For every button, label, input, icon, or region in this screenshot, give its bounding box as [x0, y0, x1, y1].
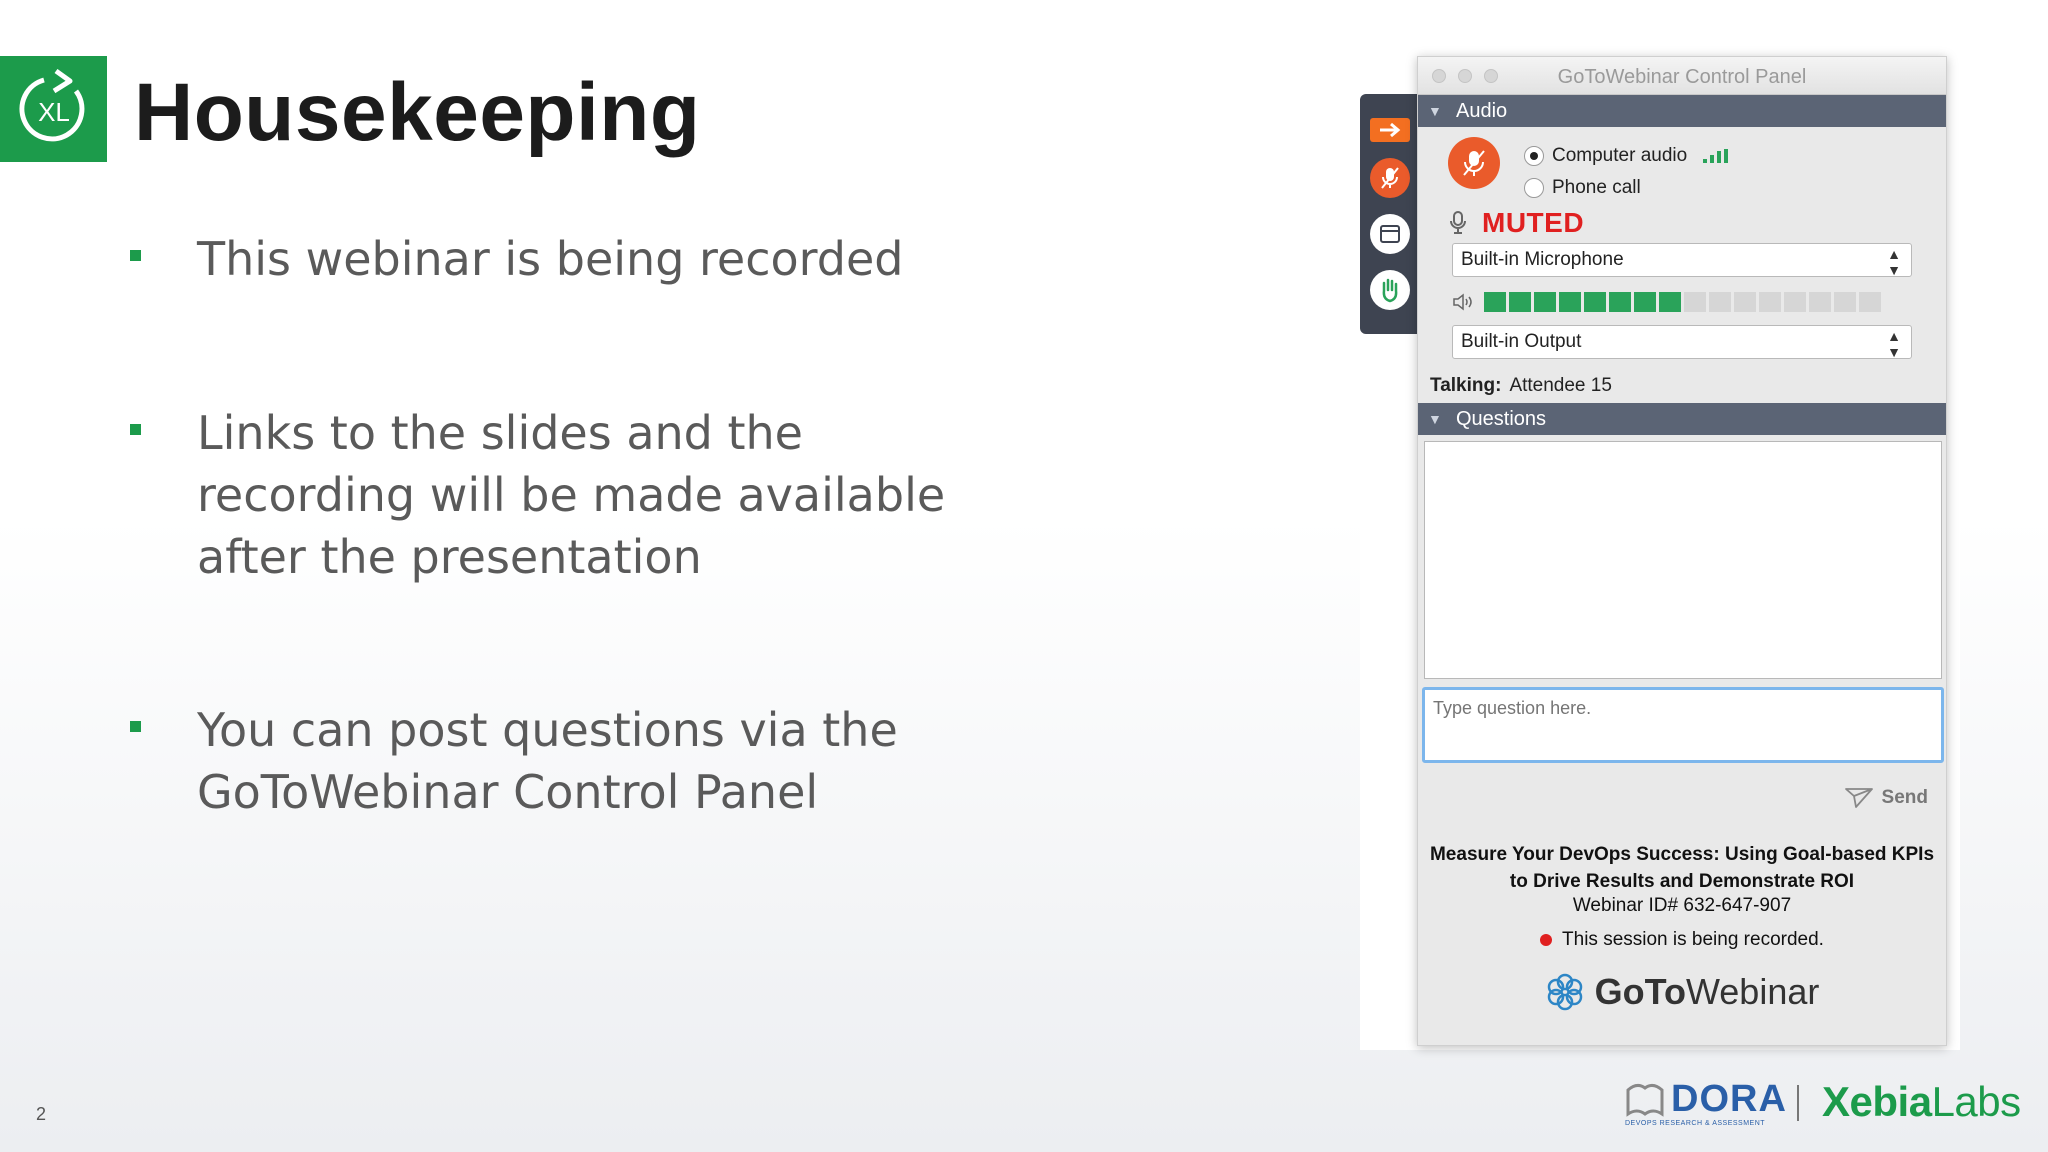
- arrow-right-icon[interactable]: [1370, 118, 1410, 142]
- computer-audio-radio[interactable]: [1524, 146, 1544, 166]
- level-meter-segment: [1809, 292, 1831, 312]
- page-number: 2: [36, 1104, 47, 1124]
- screen-icon[interactable]: [1370, 214, 1410, 254]
- gotowebinar-wordmark: GoToWebinar: [1594, 971, 1820, 1012]
- dora-logo: [1625, 1078, 1787, 1127]
- bullet-text: This webinar is being recorded: [197, 232, 904, 286]
- mute-status: [1448, 207, 1584, 239]
- raise-hand-icon[interactable]: [1370, 270, 1410, 310]
- questions-section-header[interactable]: [1418, 403, 1946, 435]
- computer-audio-option[interactable]: [1524, 145, 1728, 167]
- recording-notice: [1418, 929, 1946, 951]
- dora-book-icon: [1625, 1080, 1665, 1118]
- level-meter-segment: [1609, 292, 1631, 312]
- window-titlebar: [1418, 57, 1946, 95]
- dora-wordmark: DORA: [1671, 1078, 1787, 1120]
- level-meter-segment: [1734, 292, 1756, 312]
- logo-divider: [1797, 1085, 1799, 1121]
- send-label: Send: [1881, 787, 1928, 808]
- microphone-muted-icon: [1461, 148, 1487, 178]
- level-meter-segment: [1484, 292, 1506, 312]
- talking-label: Talking:: [1430, 375, 1502, 396]
- level-meter-segment: [1659, 292, 1681, 312]
- control-panel-window: [1417, 56, 1947, 1046]
- level-meter-segment: [1509, 292, 1531, 312]
- control-sidebar: [1360, 94, 1420, 334]
- xebialabs-logo: XebiaLabs: [1822, 1078, 2021, 1125]
- questions-section-label: Questions: [1456, 408, 1547, 430]
- muted-label: MUTED: [1482, 207, 1585, 238]
- phone-call-radio[interactable]: [1524, 178, 1544, 198]
- speaker-output-select-value: Built-in Output: [1461, 331, 1582, 352]
- level-meter-segment: [1584, 292, 1606, 312]
- gotowebinar-brand: [1418, 971, 1946, 1013]
- send-icon: [1844, 787, 1874, 809]
- bullet-text: Links to the slides and the recording will be made available after the presentation: [197, 406, 946, 584]
- bullet-marker: [130, 250, 141, 261]
- questions-log[interactable]: [1424, 441, 1942, 679]
- phone-call-label: Phone call: [1552, 177, 1641, 198]
- level-meter-segment: [1859, 292, 1881, 312]
- microphone-select-value: Built-in Microphone: [1461, 249, 1624, 270]
- talking-indicator: [1430, 375, 1612, 397]
- microphone-muted-icon[interactable]: [1370, 158, 1410, 198]
- send-button[interactable]: [1844, 787, 1928, 809]
- speaker-output-select[interactable]: [1452, 325, 1912, 359]
- webinar-id: Webinar ID# 632-647-907: [1572, 895, 1792, 916]
- computer-audio-label: Computer audio: [1552, 145, 1688, 166]
- window-title: GoToWebinar Control Panel: [1557, 66, 1807, 88]
- mute-toggle-button[interactable]: [1448, 137, 1500, 189]
- bullet-text: You can post questions via the GoToWebinar Control Panel: [197, 703, 898, 819]
- level-meter-segment: [1534, 292, 1556, 312]
- recording-notice-text: This session is being recorded.: [1562, 929, 1824, 950]
- question-input[interactable]: [1422, 687, 1944, 763]
- select-arrows-icon: ▲ ▼: [1887, 328, 1901, 360]
- slide-title: Housekeeping: [134, 67, 701, 158]
- xl-logo: [0, 56, 107, 162]
- select-arrows-icon: ▲ ▼: [1887, 246, 1901, 278]
- level-meter-bars: [1484, 292, 1881, 312]
- level-meter-segment: [1709, 292, 1731, 312]
- level-meter-segment: [1784, 292, 1806, 312]
- phone-call-option[interactable]: [1524, 177, 1641, 199]
- output-level-meter: [1452, 292, 1881, 312]
- microphone-select[interactable]: [1452, 243, 1912, 277]
- dora-subtitle: DEVOPS RESEARCH & ASSESSMENT: [1625, 1120, 1766, 1127]
- speaker-icon: [1452, 292, 1476, 312]
- audio-section-label: Audio: [1456, 100, 1508, 122]
- level-meter-segment: [1634, 292, 1656, 312]
- signal-strength-icon: [1703, 149, 1728, 163]
- webinar-title: Measure Your DevOps Success: Using Goal-based KPIs to Drive Results and Demonstrate ROI: [1429, 844, 1935, 892]
- level-meter-segment: [1834, 292, 1856, 312]
- recording-dot-icon: [1540, 934, 1552, 946]
- gotowebinar-flower-icon: [1545, 972, 1585, 1012]
- talking-name: Attendee 15: [1509, 375, 1612, 396]
- bullet-marker: [130, 721, 141, 732]
- svg-text:XL: XL: [37, 97, 70, 127]
- collapse-triangle-icon: ▼: [1428, 103, 1442, 119]
- audio-section-header[interactable]: [1418, 95, 1946, 127]
- level-meter-segment: [1684, 292, 1706, 312]
- level-meter-segment: [1559, 292, 1581, 312]
- bullet-marker: [130, 424, 141, 435]
- microphone-icon: [1448, 210, 1468, 236]
- collapse-triangle-icon: ▼: [1428, 411, 1442, 427]
- level-meter-segment: [1759, 292, 1781, 312]
- xl-logo-icon: [14, 69, 94, 149]
